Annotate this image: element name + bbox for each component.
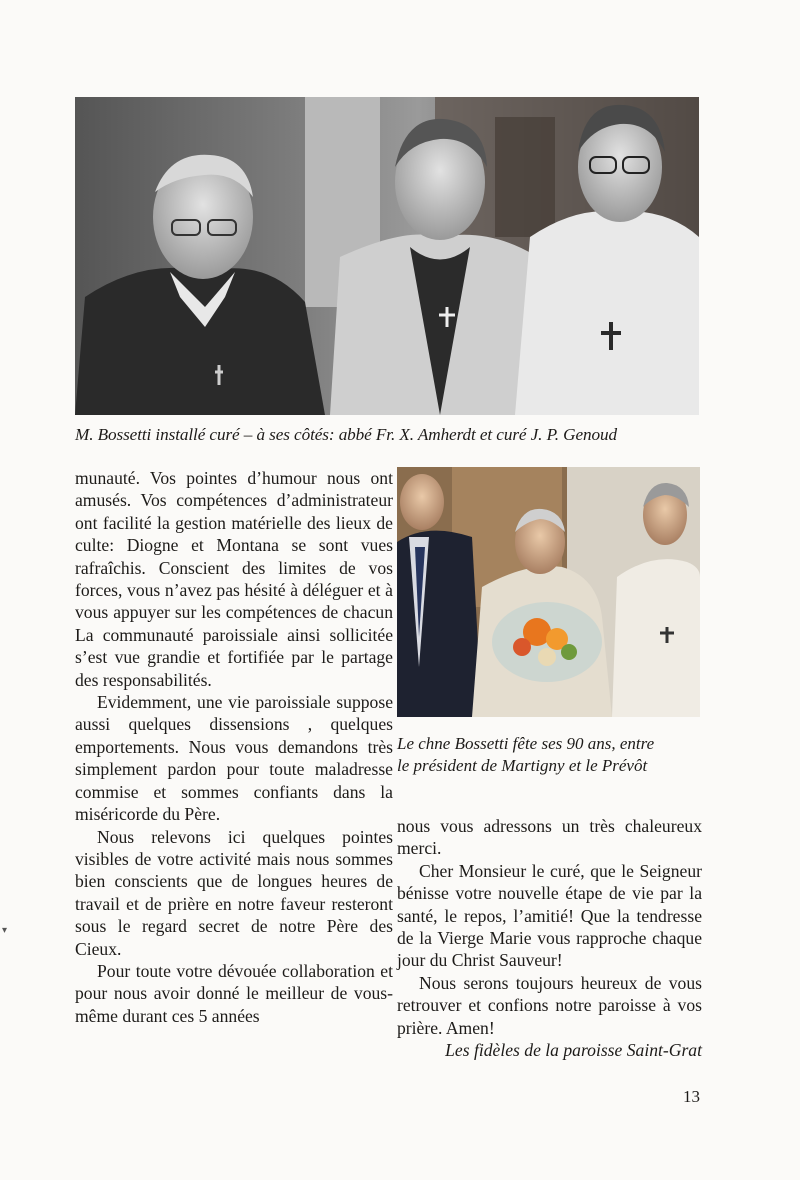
page-number: 13 [683, 1087, 700, 1106]
photo-birthday-image [397, 467, 700, 717]
paragraph: Nous serons toujours heureux de vous retrouver et confions notre paroisse à vos prière. Amen! [397, 972, 702, 1038]
caption-line: Le chne Bossetti fête ses 90 ans, entre [397, 734, 655, 753]
paragraph: Pour toute votre dévouée collaboration et pour nous avoir donné le meilleur de vous-même durant ces 5 années [75, 960, 393, 1026]
paragraph: nous vous adressons un très chaleureux merci. [397, 816, 702, 859]
photo-birthday [397, 467, 700, 717]
paragraph: munauté. Vos pointes d’humour nous ont amusés. Vos compétences d’administrateur ont facilité la gestion matérielle des lieux de culte: Diogne et Montana se sont vues rafraîchis. Conscient des limites de vos forces, vous n’avez pas hésité à déléguer et à vous appuyer sur les compétences de chacun La communauté paroissiale ainsi sollicitée s’est vue grandie et fortifiée par le partage des responsabilités. [75, 468, 393, 690]
article-left-column [75, 467, 393, 1027]
signature: Les fidèles de la paroisse Saint-Grat [445, 1040, 702, 1061]
article-right-column [397, 815, 702, 1061]
paragraph: Cher Monsieur le curé, que le Seigneur bénisse votre nouvelle étape de vie par la santé, le repos, l’amitié! Que la tendresse de la Vierge Marie vous rapproche chaque jour du Christ Sauveur! [397, 860, 702, 971]
photo-installation [75, 97, 699, 415]
margin-mark: ▾ [2, 925, 8, 936]
caption-line: le président de Martigny et le Prévôt [397, 756, 648, 776]
photo-installation-image [75, 97, 699, 415]
paragraph: Evidemment, une vie paroissiale suppose aussi quelques dissensions , quelques emportements. Nous vous demandons très simplement pardon pour toute maladresse commise et sommes confiants dans la miséricorde du Père. [75, 692, 393, 825]
photo-installation-caption: M. Bossetti installé curé – à ses côtés: abbé Fr. X. Amherdt et curé J. P. Genoud [75, 425, 617, 444]
photo-birthday-caption [397, 733, 707, 778]
paragraph: Nous relevons ici quelques pointes visibles de votre activité mais nous sommes bien conscients que de longues heures de travail et de prière en notre faveur resteront sous le regard secret de notre Père des Cieux. [75, 826, 393, 959]
